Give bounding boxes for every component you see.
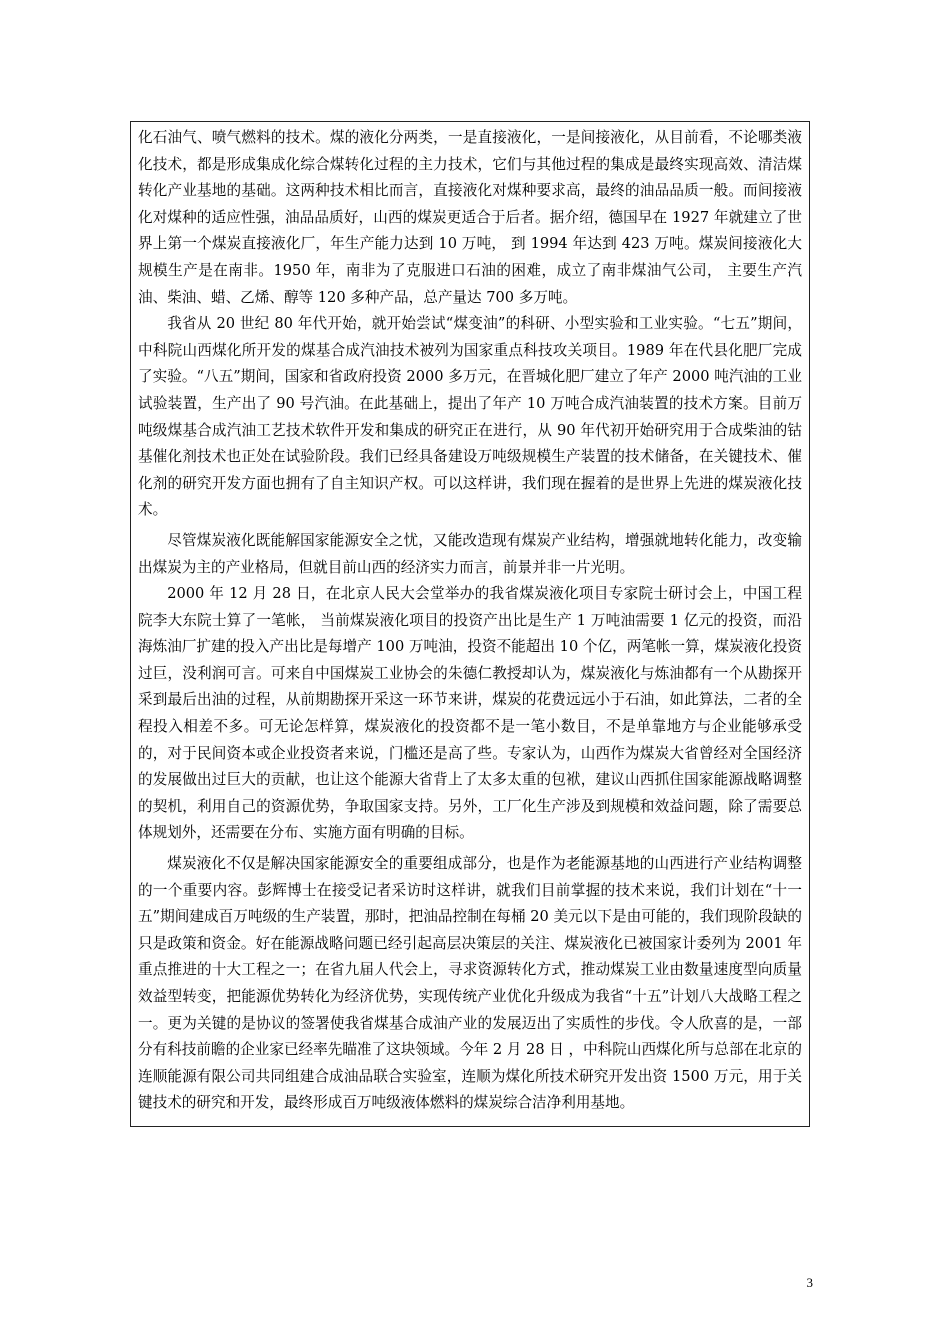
- paragraph-province-research: 我省从 20 世纪 80 年代开始，就开始尝试“煤变油”的科研、小型实验和工业实验。“七五”期间，中科院山西煤化所开发的煤基合成汽油技术被列为国家重点科技攻关项目。1989 年在代县化肥厂完成了实验。“八五”期间，国家和省政府投资 2000 多万元，在晋城化肥厂建立了年产 2000 吨汽油的工业试验装置，生产出了 90 号汽油。在此基础上，提出了年产 10 万吨合成汽油装置的技术方案。目前万吨级煤基合成汽油工艺技术软件开发和集成的研究正在进行，从 90 年代初开始研究用于合成柴油的钴基催化剂技术也正处在试验阶段。我们已经具备建设万吨级规模生产装置的技术储备，在关键技术、催化剂的研究开发方面也拥有了自主知识产权。可以这样讲，我们现在握着的是世界上先进的煤炭液化技术。: [138, 315, 802, 519]
- paragraph-outlook: 尽管煤炭液化既能解国家能源安全之忧，又能改造现有煤炭产业结构，增强就地转化能力，改变输出煤炭为主的产业格局，但就目前山西的经济实力而言，前景并非一片光明。: [138, 531, 802, 576]
- paragraph-industry-adjustment: 煤炭液化不仅是解决国家能源安全的重要组成部分，也是作为老能源基地的山西进行产业结构调整的一个重要内容。彭辉博士在接受记者采访时这样讲，就我们目前掌握的技术来说，我们计划在“十一五”期间建成百万吨级的生产装置，那时，把油品控制在每桶 20 美元以下是由可能的，我们现阶段缺的只是政策和资金。好在能源战略问题已经引起高层决策层的关注、煤炭液化已被国家计委列为 2001 年重点推进的十大工程之一；在省九届人代会上，寻求资源转化方式，推动煤炭工业由数量速度型向质量效益型转变，把能源优势转化为经济优势，实现传统产业优化升级成为我省“十五”计划八大战略工程之一。更为关键的是协议的签署使我省煤基合成油产业的发展迈出了实质性的步伐。令人欣喜的是，一部分有科技前瞻的企业家已经率先瞄准了这块领域。今年 2 月 28 日 ，中科院山西煤化所与总部在北京的连顺能源有限公司共同组建合成油品联合实验室，连顺为煤化所技术研究开发出资 1500 万元，用于关键技术的研究和开发，最终形成百万吨级液体燃料的煤炭综合洁净利用基地。: [138, 855, 803, 1112]
- page-number: 3: [806, 1275, 813, 1290]
- paragraph-expert-seminar: 2000 年 12 月 28 日，在北京人民大会堂举办的我省煤炭液化项目专家院士研讨会上，中国工程院李大东院士算了一笔帐， 当前煤炭液化项目的投资产出比是生产 1 万吨油需要 1 亿元的投资，而沿海炼油厂扩建的投入产出比是每增产 100 万吨油，投资不能超出 10 个亿，两笔帐一算，煤炭液化投资过巨，没利润可言。可来自中国煤炭工业协会的朱德仁教授却认为，煤炭液化与炼油都有一个从勘探开采到最后出油的过程，从前期勘探开采这一环节来讲，煤炭的花费远远小于石油，如此算法，二者的全程投入相差不多。可无论怎样算，煤炭液化的投资都不是一笔小数目，不是单靠地方与企业能够承受的，对于民间资本或企业投资者来说，门槛还是高了些。专家认为，山西作为煤炭大省曾经对全国经济的发展做出过巨大的贡献，也让这个能源大省背上了太多太重的包袱，建议山西抓住国家能源战略调整的契机，利用自己的资源优势，争取国家支持。另外，工厂化生产涉及到规模和效益问题，除了需要总体规划外，还需要在分布、实施方面有明确的目标。: [138, 585, 802, 842]
- paragraph-liquefaction-types: 化石油气、喷气燃料的技术。煤的液化分两类，一是直接液化，一是间接液化，从目前看，不论哪类液化技术，都是形成集成化综合煤转化过程的主力技术，它们与其他过程的集成是最终实现高效、清洁煤转化产业基地的基础。这两种技术相比而言，直接液化对煤种要求高，最终的油品品质一般。而间接液化对煤种的适应性强，油品品质好，山西的煤炭更适合于后者。据介绍，德国早在 1927 年就建立了世界上第一个煤炭直接液化厂，年生产能力达到 10 万吨， 到 1994 年达到 423 万吨。煤炭间接液化大规模生产是在南非。1950 年，南非为了克服进口石油的困难，成立了南非煤油气公司， 主要生产汽油、柴油、蜡、乙烯、醇等 120 多种产品，总产量达 700 多万吨。: [138, 129, 802, 306]
- article-body: [138, 125, 802, 1117]
